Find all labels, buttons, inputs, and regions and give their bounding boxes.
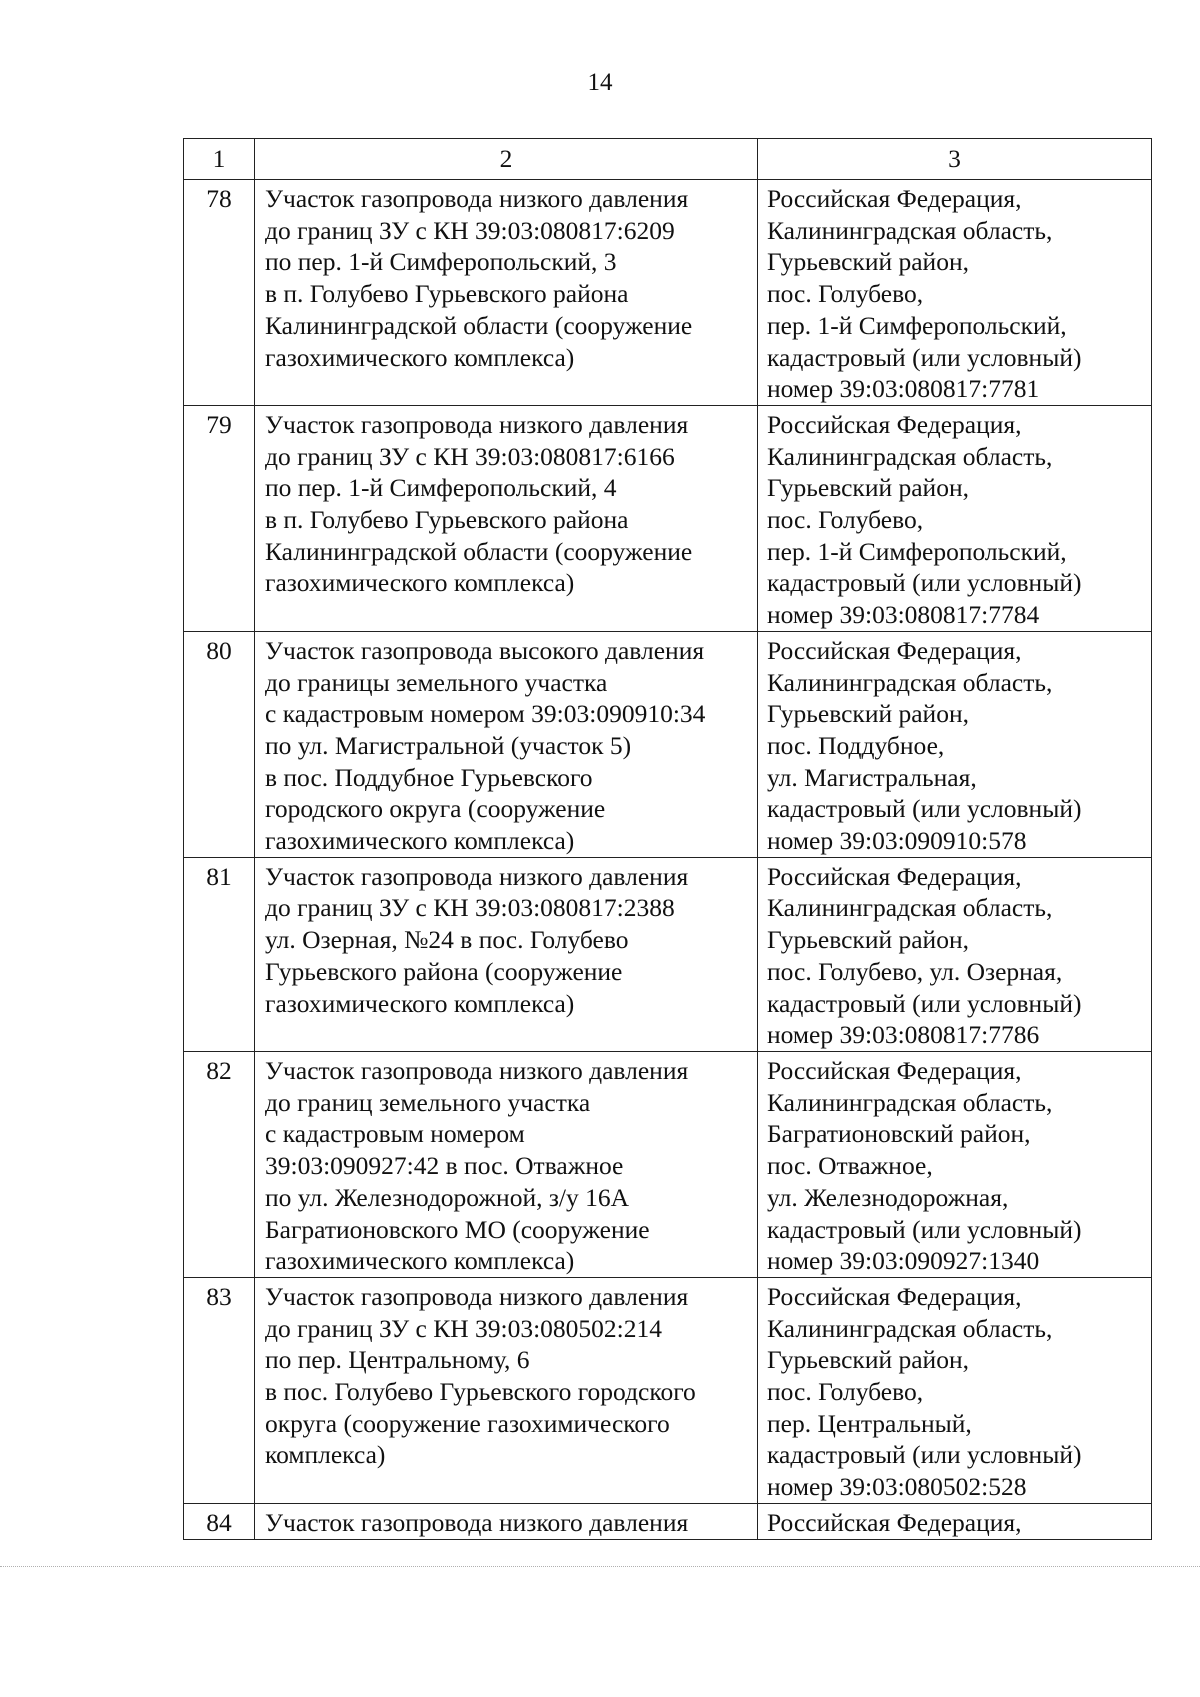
address-line: Российская Федерация, [767,1507,1022,1537]
object-description [255,1051,758,1277]
address-line: пос. Отважное, [767,1151,933,1181]
address-line: кадастровый (или условный) [767,988,1082,1018]
object-description [255,405,758,631]
description-line: до границ ЗУ с КН 39:03:080502:214 [265,1313,663,1343]
description-line: газохимического комплекса) [265,826,575,856]
table-row [184,1051,1152,1277]
table-row [184,1503,1152,1539]
address-line: номер 39:03:090910:578 [767,826,1027,856]
address-line: пос. Голубево, [767,505,924,535]
table-row [184,405,1152,631]
address-line: Багратионовский район, [767,1119,1031,1149]
description-line: Калининградской области (сооружение [265,310,693,340]
address-line: Российская Федерация, [767,409,1022,439]
description-line: по ул. Железнодорожной, з/у 16А [265,1182,630,1212]
address-line: ул. Магистральная, [767,762,977,792]
address-line: Калининградская область, [767,667,1053,697]
description-line: по ул. Магистральной (участок 5) [265,730,632,760]
description-line: в пос. Поддубное Гурьевского [265,762,593,792]
description-line: комплекса) [265,1440,386,1470]
address-line: Калининградская область, [767,1313,1053,1343]
object-description [255,180,758,406]
object-description [255,1277,758,1503]
description-line: по пер. 1-й Симферопольский, 3 [265,247,617,277]
description-line: до границы земельного участка [265,667,608,697]
row-number: 80 [184,631,255,857]
description-line: с кадастровым номером [265,1119,525,1149]
row-number: 81 [184,857,255,1051]
address-line: номер 39:03:080817:7781 [767,374,1040,404]
column-header-description: 2 [255,139,758,180]
description-line: до границ ЗУ с КН 39:03:080817:6209 [265,215,675,245]
address-line: Российская Федерация, [767,1281,1022,1311]
description-line: Участок газопровода низкого давления [265,184,689,213]
address-line: Российская Федерация, [767,861,1022,891]
address-line: Гурьевский район, [767,473,969,503]
address-line: Калининградская область, [767,441,1053,471]
address-line: номер 39:03:080817:7786 [767,1020,1040,1050]
table-header-row [184,139,1152,180]
description-line: с кадастровым номером 39:03:090910:34 [265,699,706,729]
address-line: номер 39:03:080817:7784 [767,600,1040,630]
address-line: ул. Железнодорожная, [767,1182,1009,1212]
description-line: Участок газопровода высокого давления [265,635,705,665]
table-row [184,180,1152,406]
description-line: Участок газопровода низкого давления [265,1055,689,1085]
object-address [758,180,1152,406]
address-line: пос. Голубево, [767,279,924,309]
address-line: Калининградская область, [767,1087,1053,1117]
address-line: Гурьевский район, [767,699,969,729]
address-line: пос. Голубево, ул. Озерная, [767,956,1063,986]
row-number: 84 [184,1503,255,1539]
address-line: пос. Поддубное, [767,730,945,760]
description-line: Участок газопровода низкого давления [265,861,689,891]
address-line: номер 39:03:090927:1340 [767,1246,1040,1276]
description-line: Участок газопровода низкого давления [265,409,689,439]
address-line: Российская Федерация, [767,635,1022,665]
column-header-number: 1 [184,139,255,180]
description-line: по пер. Центральному, 6 [265,1345,530,1375]
description-line: Гурьевского района (сооружение [265,956,623,986]
address-line: номер 39:03:080502:528 [767,1472,1027,1502]
object-address [758,1051,1152,1277]
description-line: ул. Озерная, №24 в пос. Голубево [265,925,629,955]
row-number: 79 [184,405,255,631]
row-number: 83 [184,1277,255,1503]
description-line: в пос. Голубево Гурьевского городского [265,1377,696,1407]
description-line: по пер. 1-й Симферопольский, 4 [265,473,617,503]
row-number: 78 [184,180,255,406]
description-line: Калининградской области (сооружение [265,536,693,566]
address-line: Российская Федерация, [767,1055,1022,1085]
object-description [255,1503,758,1539]
table-row [184,631,1152,857]
table-row [184,857,1152,1051]
address-line: кадастровый (или условный) [767,342,1082,372]
address-line: кадастровый (или условный) [767,568,1082,598]
address-line: Калининградская область, [767,215,1053,245]
row-number: 82 [184,1051,255,1277]
address-line: кадастровый (или условный) [767,794,1082,824]
address-line: кадастровый (или условный) [767,1440,1082,1470]
address-line: Российская Федерация, [767,184,1022,213]
description-line: округа (сооружение газохимического [265,1408,670,1438]
address-line: пос. Голубево, [767,1377,924,1407]
address-line: пер. 1-й Симферопольский, [767,310,1067,340]
description-line: до границ ЗУ с КН 39:03:080817:6166 [265,441,675,471]
property-table [183,138,1152,1540]
description-line: в п. Голубево Гурьевского района [265,279,629,309]
column-header-address: 3 [758,139,1152,180]
description-line: газохимического комплекса) [265,568,575,598]
object-address [758,631,1152,857]
description-line: Багратионовского МО (сооружение [265,1214,650,1244]
description-line: 39:03:090927:42 в пос. Отважное [265,1151,624,1181]
table-row [184,1277,1152,1503]
object-address [758,1503,1152,1539]
table-body [184,139,1152,1540]
object-description [255,631,758,857]
address-line: кадастровый (или условный) [767,1214,1082,1244]
description-line: газохимического комплекса) [265,988,575,1018]
description-line: Участок газопровода низкого давления [265,1507,689,1537]
object-description [255,857,758,1051]
address-line: пер. 1-й Симферопольский, [767,536,1067,566]
address-line: пер. Центральный, [767,1408,972,1438]
object-address [758,857,1152,1051]
object-address [758,1277,1152,1503]
description-line: городского округа (сооружение [265,794,606,824]
description-line: до границ ЗУ с КН 39:03:080817:2388 [265,893,675,923]
address-line: Калининградская область, [767,893,1053,923]
address-line: Гурьевский район, [767,925,969,955]
object-address [758,405,1152,631]
address-line: Гурьевский район, [767,1345,969,1375]
description-line: газохимического комплекса) [265,1246,575,1276]
scan-page-break-line [0,1566,1200,1567]
address-line: Гурьевский район, [767,247,969,277]
description-line: Участок газопровода низкого давления [265,1281,689,1311]
description-line: до границ земельного участка [265,1087,591,1117]
page-number: 14 [587,69,613,96]
description-line: газохимического комплекса) [265,342,575,372]
description-line: в п. Голубево Гурьевского района [265,505,629,535]
